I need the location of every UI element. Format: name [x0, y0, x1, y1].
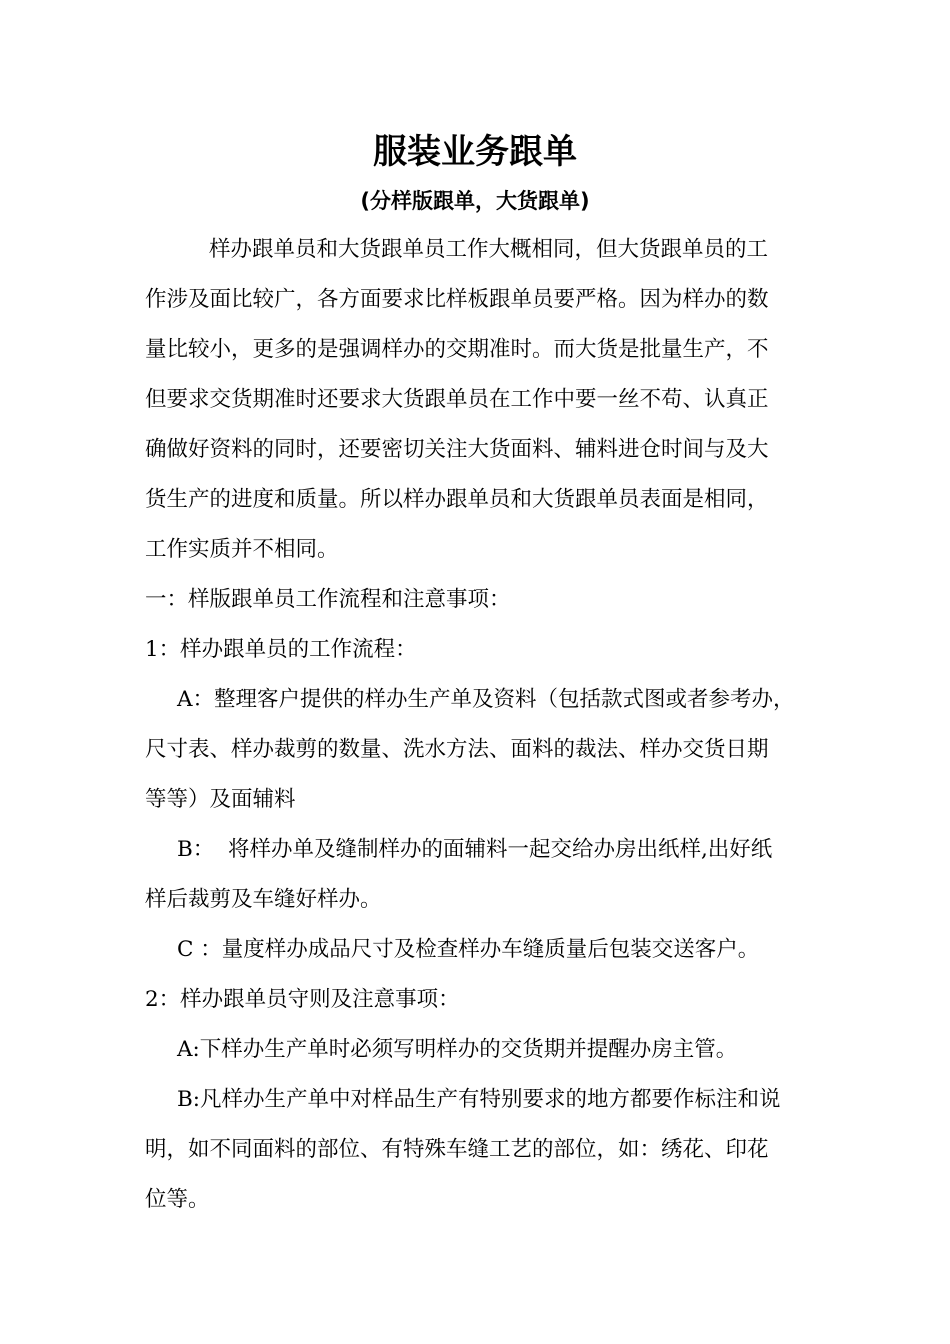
intro-paragraph — [145, 225, 810, 575]
intro-line: 量比较小，更多的是强调样办的交期准时。而大货是批量生产，不 — [145, 337, 769, 362]
list-item — [145, 1075, 810, 1225]
intro-line: 工作实质并不相同。 — [145, 537, 339, 562]
intro-line: 作涉及面比较广，各方面要求比样板跟单员要严格。因为样办的数 — [145, 287, 769, 312]
document-subtitle: (分样版跟单，大货跟单) — [360, 189, 590, 213]
list-item — [145, 925, 810, 975]
list-item-line: 样后裁剪及车缝好样办。 — [145, 887, 382, 912]
document-title: 服装业务跟单 — [373, 132, 577, 172]
document-body — [145, 225, 810, 1225]
list-item-line: 明，如不同面料的部位、有特殊车缝工艺的部位，如：绣花、印花 — [145, 1137, 769, 1162]
subsection-heading — [145, 975, 810, 1025]
intro-line: 样办跟单员和大货跟单员工作大概相同，但大货跟单员的工 — [209, 237, 769, 262]
section-heading-text: 一：样版跟单员工作流程和注意事项： — [145, 587, 511, 612]
list-item-line: C ：量度样办成品尺寸及检查样办车缝质量后包装交送客户。 — [177, 937, 760, 962]
subsection-heading-text: 2：样办跟单员守则及注意事项： — [145, 987, 460, 1012]
list-item-line: B:凡样办生产单中对样品生产有特别要求的地方都要作标注和说 — [177, 1087, 781, 1112]
subsection-heading-text: 1：样办跟单员的工作流程： — [145, 637, 417, 662]
list-item-line: 等等）及面辅料 — [145, 787, 296, 812]
list-item-line: 位等。 — [145, 1187, 210, 1212]
list-item-line: B： 将样办单及缝制样办的面辅料一起交给办房出纸样,出好纸 — [177, 837, 773, 862]
list-item-line: A：整理客户提供的样办生产单及资料（包括款式图或者参考办， — [177, 687, 795, 712]
list-item — [145, 825, 810, 925]
list-item-line: A:下样办生产单时必须写明样办的交货期并提醒办房主管。 — [177, 1037, 738, 1062]
section-heading — [145, 575, 810, 625]
list-item — [145, 675, 810, 825]
subsection-heading — [145, 625, 810, 675]
list-item — [145, 1025, 810, 1075]
intro-line: 但要求交货期准时还要求大货跟单员在工作中要一丝不苟、认真正 — [145, 387, 769, 412]
intro-line: 货生产的进度和质量。所以样办跟单员和大货跟单员表面是相同， — [145, 487, 769, 512]
intro-line: 确做好资料的同时，还要密切关注大货面料、辅料进仓时间与及大 — [145, 437, 769, 462]
list-item-line: 尺寸表、样办裁剪的数量、洗水方法、面料的裁法、样办交货日期 — [145, 737, 769, 762]
